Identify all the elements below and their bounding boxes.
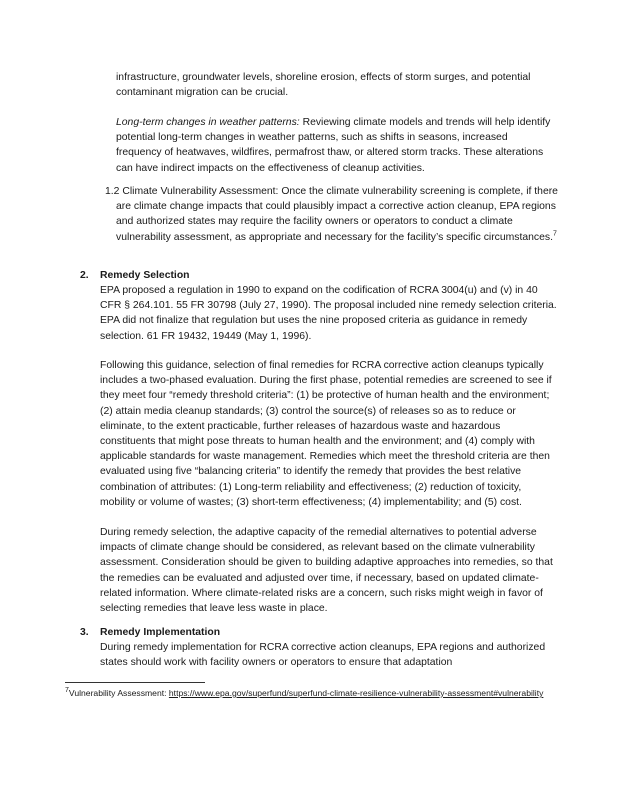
section-number: 3. (80, 627, 89, 638)
long-term-weather-label: Long-term changes in weather patterns: (116, 117, 300, 128)
climate-vulnerability-assessment-text: 1.2 Climate Vulnerability Assessment: Once the climate vulnerability screening is complete, if there are climate change impacts that could plausibly impact a corrective action cleanup, EPA regions and authorized states may require the facility owners or operators to conduct a climate vulnerability assessment, as appropriate and necessary for the facility’s specific circumstances. (105, 186, 558, 243)
footnote-ref-7[interactable]: 7 (553, 230, 557, 238)
long-term-weather-text: Reviewing climate models and trends will help identify potential long-term changes in weather patterns, such as shifts in seasons, increased frequency of heatwaves, wildfires, permafrost thaw, or altered storm tracks. These alterations can have indirect impacts on the effectiveness of cleanup activities. (116, 117, 551, 174)
footnote-label: Vulnerability Assessment: (68, 688, 169, 698)
paragraph-remedy-implementation-1: During remedy implementation for RCRA corrective action cleanups, EPA regions and authorized states should work with facility owners or operators to ensure that adaptation (100, 642, 546, 669)
paragraph-long-term-weather (116, 115, 556, 176)
footnote-marker: 7 (65, 687, 69, 695)
footnote-link[interactable]: https://www.epa.gov/superfund/superfund-climate-resilience-vulnerability-assessment#vulnerability (168, 688, 544, 698)
section-number: 2. (80, 270, 89, 281)
paragraph-remedy-selection-1: EPA proposed a regulation in 1990 to expand on the codification of RCRA 3004(u) and (v) in 40 CFR § 264.101. 55 FR 30798 (July 27, 1990). The proposal included nine remedy selection criteria. EPA did not finalize that regulation but uses the nine proposed criteria as guidance in remedy selection. 61 FR 19432, 19449 (May 1, 1996). (100, 285, 557, 342)
section-heading-remedy-implementation (80, 625, 560, 640)
footnote-divider (65, 682, 205, 683)
section-title: Remedy Implementation (100, 627, 221, 638)
paragraph-infrastructure: infrastructure, groundwater levels, shoreline erosion, effects of storm surges, and potential contaminant migration can be crucial. (116, 72, 531, 99)
footnote-7 (65, 687, 565, 699)
paragraph-remedy-selection-2: Following this guidance, selection of final remedies for RCRA corrective action cleanups typically includes a two-phased evaluation. During the first phase, potential remedies are screened to see if they meet four “remedy threshold criteria”: (1) be protective of human health and the environment; (2) attain media cleanup standards; (3) control the source(s) of releases so as to reduce or eliminate, to the extent practicable, further releases of hazardous waste and hazardous constituents that might pose threats to human health and the environment; and (4) comply with applicable standards for waste management. Remedies which meet the threshold criteria are then evaluated using five “balancing criteria” to identify the remedy that provides the best relative combination of attributes: (1) Long-term reliability and effectiveness; (2) reduction of toxicity, mobility or volume of wastes; (3) short-term effectiveness; (4) implementability; and (5) cost. (100, 360, 552, 508)
paragraph-climate-vulnerability-assessment (105, 184, 568, 245)
section-title: Remedy Selection (100, 270, 190, 281)
paragraph-remedy-selection-3: During remedy selection, the adaptive capacity of the remedial alternatives to potential adverse impacts of climate change should be considered, as relevant based on the climate vulnerability assessment. Consideration should be given to building adaptive approaches into remedies, so that the remedies can be evaluated and adjusted over time, if necessary, based on updated climate-related information. Where climate-related risks are a concern, such risks might weigh in favor of selecting remedies that leave less waste in place. (100, 527, 553, 615)
section-heading-remedy-selection (80, 268, 560, 283)
